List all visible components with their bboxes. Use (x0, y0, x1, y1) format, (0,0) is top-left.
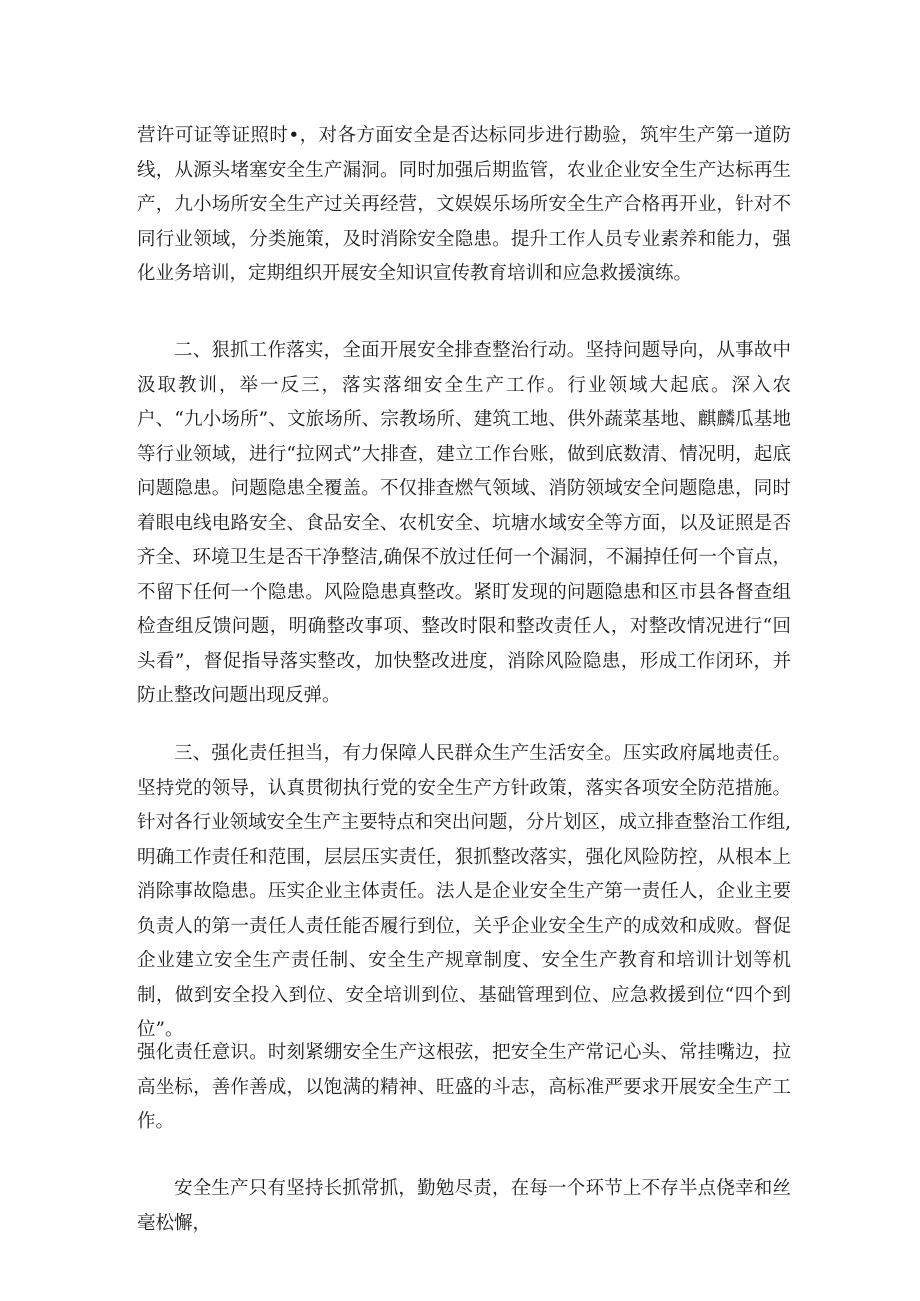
paragraph-continuation: 营许可证等证照时•，对各方面安全是否达标同步进行勘验，筑牢生产第一道防线，从源头堵塞安全生产漏洞。同时加强后期监管，农业企业安全生产达标再生产，九小场所安全生产过关再经营，文娱娱乐场所安全生产合格再开业，针对不同行业领域，分类施策，及时消除安全隐患。提升工作人员专业素养和能力，强化业务培训，定期组织开展安全知识宣传教育培训和应急救援演练。 (137, 125, 791, 284)
paragraph-conclusion: 安全生产只有坚持长抓常抓，勤勉尽责，在每一个环节上不存半点侥幸和丝毫松懈， (137, 1178, 791, 1234)
paragraph-section-two: 二、狠抓工作落实，全面开展安全排查整治行动。坚持问题导向，从事故中汲取教训，举一反三，落实落细安全生产工作。行业领域大起底。深入农户、“九小场所”、文旅场所、宗教场所、建筑工地、供外蔬菜基地、麒麟瓜基地等行业领域，进行“拉网式”大排查，建立工作台账，做到底数清、情况明，起底问题隐患。问题隐患全覆盖。不仅排查燃气领域、消防领域安全问题隐患，同时着眼电线电路安全、食品安全、农机安全、坑塘水域安全等方面，以及证照是否齐全、环境卫生是否干净整洁,确保不放过任何一个漏洞，不漏掉任何一个盲点，不留下任何一个隐患。风险隐患真整改。紧盯发现的问题隐患和区市县各督查组检查组反馈问题，明确整改事项、整改时限和整改责任人，对整改情况进行“回头看”，督促指导落实整改，加快整改进度，消除风险隐患，形成工作闭环，并防止整改问题出现反弹。 (137, 340, 791, 706)
paragraph-section-three: 三、强化责任担当，有力保障人民群众生产生活安全。压实政府属地责任。坚持党的领导，认真贯彻执行党的安全生产方针政策，落实各项安全防范措施。针对各行业领域安全生产主要特点和突出问题，分片划区，成立排查整治工作组,明确工作责任和范围，层层压实责任，狠抓整改落实，强化风险防控，从根本上消除事故隐患。压实企业主体责任。法人是企业安全生产第一责任人，企业主要负责人的第一责任人责任能否履行到位，关乎企业安全生产的成效和成败。督促企业建立安全生产责任制、安全生产规章制度、安全生产教育和培训计划等机制，做到安全投入到位、安全培训到位、基础管理到位、应急救援到位“四个到位”。 (137, 743, 791, 1040)
paragraph-responsibility-awareness: 强化责任意识。时刻紧绷安全生产这根弦，把安全生产常记心头、常挂嘴边，拉高坐标，善作善成，以饱满的精神、旺盛的斗志，高标准严要求开展安全生产工作。 (137, 1042, 791, 1132)
